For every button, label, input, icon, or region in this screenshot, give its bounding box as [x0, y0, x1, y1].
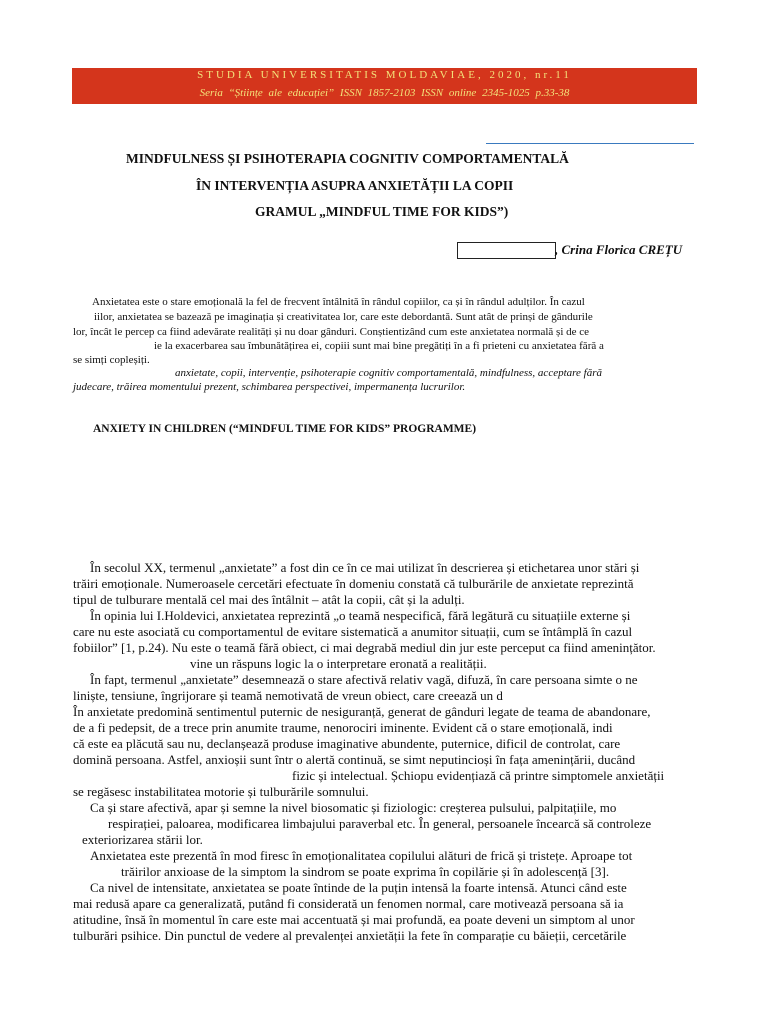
- title-line-1: MINDFULNESS ȘI PSIHOTERAPIA COGNITIV COMPORTAMENTALĂ: [126, 151, 569, 166]
- body-line: În anxietate predomină sentimentul puternic de nesiguranță, generat de gânduri legate de teama de abandonare,: [73, 704, 651, 719]
- body-line: se regăsesc instabilitatea motorie și tulburările somnului.: [73, 784, 369, 799]
- body-line: mai redusă apare ca generalizată, putând fi considerată un fenomen normal, care motivează persoana să ia: [73, 896, 624, 911]
- journal-header-banner: [72, 68, 697, 104]
- body-line: liniște, tensiune, îngrijorare și teamă nemotivată de vreun obiect, care creează un d: [73, 688, 503, 703]
- author-redaction-box: [457, 242, 556, 259]
- body-line: domină persoana. Astfel, anxioșii sunt într o alertă continuă, se simt neputincioși în fața amenințării, ducând: [73, 752, 636, 767]
- body-line: În opinia lui I.Holdevici, anxietatea reprezintă „o teamă nespecifică, fără legătură cu situațiile externe și: [90, 608, 631, 623]
- body-line: fizic și intelectual. Șchiopu evidențiază că printre simptomele anxietății: [292, 768, 665, 783]
- title-line-2: ÎN INTERVENȚIA ASUPRA ANXIETĂȚII LA COPII: [196, 178, 514, 193]
- author-name: , Crina Florica CREȚU: [555, 242, 683, 257]
- body-line: fobiilor” [1, p.24). Nu este o teamă fără obiect, ci mai degrabă mediul din jur este perceput ca fiind amenințător.: [73, 640, 656, 655]
- body-line: tipul de tulburare mentală cel mai des întâlnit – atât la copii, cât și la adulți.: [73, 592, 465, 607]
- keywords-line-1: anxietate, copii, intervenție, psihoterapie cognitiv comportamentală, mindfulness, acceptare fără: [175, 367, 602, 379]
- body-line: tulburări psihice. Din punctul de vedere al prevalenței anxietății la fete în comparație cu băieții, cercetările: [73, 928, 627, 943]
- body-line: Ca nivel de intensitate, anxietatea se poate întinde de la puțin intensă la foarte intensă. Atunci când este: [90, 880, 627, 895]
- body-line: exteriorizarea stării lor.: [82, 832, 203, 847]
- abstract-line-2: iilor, anxietatea se bazează pe imaginația și creativitatea lor, care este debordantă. Sunt atât de prinși de gândurile: [94, 311, 593, 323]
- body-line: respirației, paloarea, modificarea limbajului paraverbal etc. În general, persoanele încearcă să controleze: [108, 816, 652, 831]
- separator-line: [486, 143, 694, 144]
- body-line: că este ea plăcută sau nu, declanșează produse imaginative abundente, puternice, dificil de controlat, care: [73, 736, 621, 751]
- journal-series-issn: Seria “Științe ale educației” ISSN 1857-2103 ISSN online 2345-1025 p.33-38: [199, 87, 570, 99]
- keywords-line-2: judecare, trăirea momentului prezent, schimbarea perspectivei, impermanența lucrurilor.: [73, 381, 466, 393]
- body-line: În secolul XX, termenul „anxietate” a fost din ce în ce mai utilizat în descrierea și etichetarea unor stări și: [90, 560, 640, 575]
- body-line: vine un răspuns logic la o interpretare eronată a realității.: [190, 656, 487, 671]
- abstract-line-5: se simți copleșiți.: [73, 354, 150, 366]
- body-line: În fapt, termenul „anxietate” desemnează o stare afectivă relativ vagă, difuză, în care persoana simte o ne: [90, 672, 638, 687]
- abstract-line-1: Anxietatea este o stare emoțională la fel de frecvent întâlnită în rândul copiilor, ca și în rândul adulților. În cazul: [92, 296, 585, 308]
- body-line: trăiri emoționale. Numeroasele cercetări efectuate în domeniu constată că tulburările de anxietate reprezintă: [73, 576, 634, 591]
- body-line: Ca și stare afectivă, apar și semne la nivel biosomatic și fiziologic: creșterea pulsului, palpitațiile, mo: [90, 800, 617, 815]
- journal-name: STUDIA UNIVERSITATIS MOLDAVIAE, 2020, nr.11: [197, 69, 572, 81]
- abstract-line-3: lor, încât le percep ca fiind adevărate realități și nu doar gânduri. Conștientizând cum este anxietatea normală și de ce: [73, 326, 590, 338]
- title-line-3: GRAMUL „MINDFUL TIME FOR KIDS”): [255, 204, 509, 219]
- english-title: ANXIETY IN CHILDREN (“MINDFUL TIME FOR KIDS” PROGRAMME): [93, 423, 477, 435]
- body-line: trăirilor anxioase de la simptom la sindrom se poate exprima în copilărie și în adolescență [3].: [121, 864, 610, 879]
- body-line: atitudine, însă în momentul în care este mai accentuată și mai profundă, ea poate deveni un simptom al unor: [73, 912, 635, 927]
- body-line: Anxietatea este prezentă în mod firesc în emoționalitatea copilului alături de frică și tristețe. Aproape tot: [90, 848, 633, 863]
- body-line: care nu este asociată cu comportamentul de evitare sistematică a anumitor situații, cum se întâmplă în cazul: [73, 624, 633, 639]
- body-line: de a fi pedepsit, de a trece prin anumite traume, nenorociri iminente. Evident că o stare emoțională, indi: [73, 720, 613, 735]
- abstract-line-4: ie la exacerbarea sau îmbunătățirea ei, copiii sunt mai bine pregătiți în a fi prieteni cu anxietatea fără a: [154, 340, 604, 352]
